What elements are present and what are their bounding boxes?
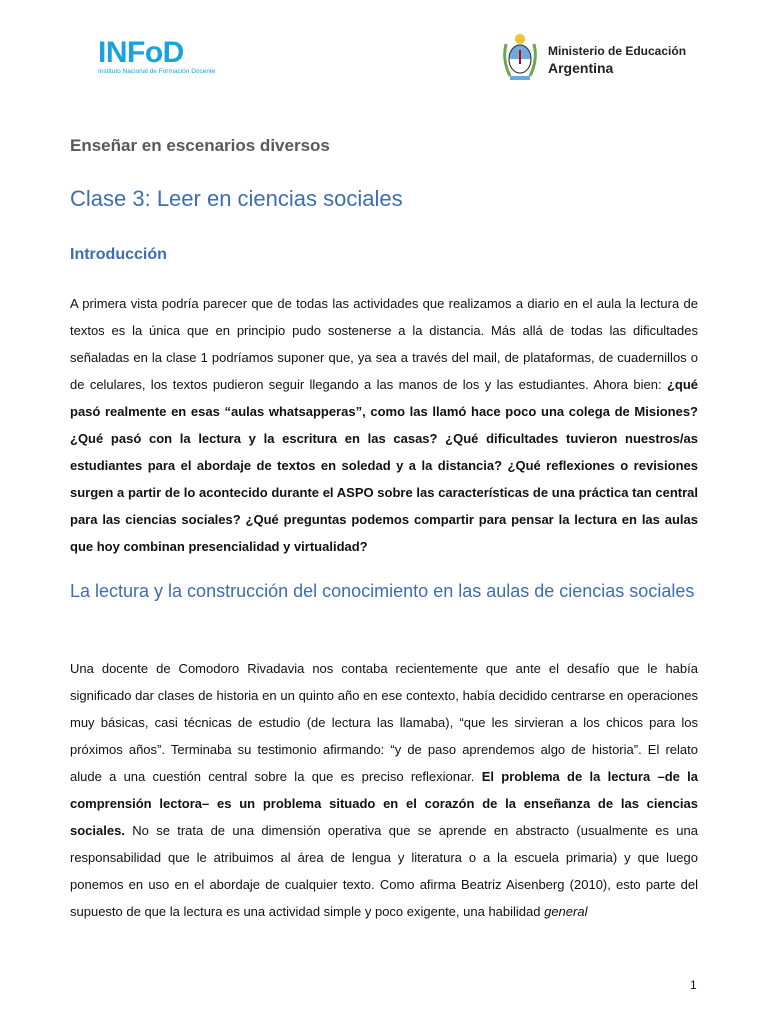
course-title: Enseñar en escenarios diversos [70, 136, 330, 155]
page-number: 1 [690, 978, 697, 992]
intro-paragraph [70, 290, 698, 560]
intro-heading: Introducción [70, 246, 167, 263]
body-paragraph-text-2: No se trata de una dimensión operativa que se aprende en abstracto (usualmente es una responsabilidad que le atribuimos al área de lengua y literatura o a la escuela primaria) y que luego ponemos en uso en el abordaje de cualquier texto. Como afirma Beatriz Aisenberg (2010), esto parte del supuesto de que la lectura es una actividad simple y poco exigente, una habilidad [70, 823, 698, 919]
body-paragraph [70, 655, 698, 925]
argentina-coat-of-arms-icon [500, 30, 540, 84]
body-paragraph-italic: general [544, 904, 588, 919]
infod-logo [98, 38, 218, 76]
ministry-name: Ministerio de Educación [548, 44, 687, 58]
body-paragraph-text-1: Una docente de Comodoro Rivadavia nos contaba recientemente que ante el desafío que le había significado dar clases de historia en un quinto año en ese contexto, había decidido centrarse en operaciones muy básicas, casi técnicas de estudio (de lectura las llamaba), “que les sirvieran a los chicos para los próximos años”. Terminaba su testimonio afirmando: “y de paso aprendemos algo de historia”. El relato alude a una cuestión central sobre la que es preciso reflexionar. [70, 661, 698, 784]
section-heading: La lectura y la construcción del conocimiento en las aulas de ciencias sociales [70, 581, 695, 601]
infod-logo-word: INFoD [98, 36, 184, 69]
infod-logo-subtitle: Instituto Nacional de Formación Docente [98, 68, 216, 75]
ministry-country: Argentina [548, 60, 614, 76]
class-title: Clase 3: Leer en ciencias sociales [70, 186, 403, 211]
body-paragraph-emphasis: El problema de la lectura –de la comprensión lectora– es un problema situado en el corazón de la enseñanza de las ciencias sociales. [70, 769, 699, 838]
intro-paragraph-text: A primera vista podría parecer que de todas las actividades que realizamos a diario en el aula la lectura de textos es la única que en principio pudo sostenerse a la distancia. Más allá de todas las dificultades señaladas en la clase 1 podríamos suponer que, ya sea a través del mail, de plataformas, de cuadernillos o de celulares, los textos pudieron seguir llegando a las manos de los y las estudiantes. Ahora bien: [70, 296, 698, 392]
intro-paragraph-questions: ¿qué pasó realmente en esas “aulas whatsapperas”, como las llamó hace poco una colega de Misiones? ¿Qué pasó con la lectura y la escritura en las casas? ¿Qué dificultades tuvieron nuestros/as estudiantes para el abordaje de textos en soledad y a la distancia? ¿Qué reflexiones o revisiones surgen a partir de lo acontecido durante el ASPO sobre las características de una práctica tan central para las ciencias sociales? ¿Qué preguntas podemos compartir para pensar la lectura en las aulas que hoy combinan presencialidad y virtualidad? [70, 377, 698, 554]
